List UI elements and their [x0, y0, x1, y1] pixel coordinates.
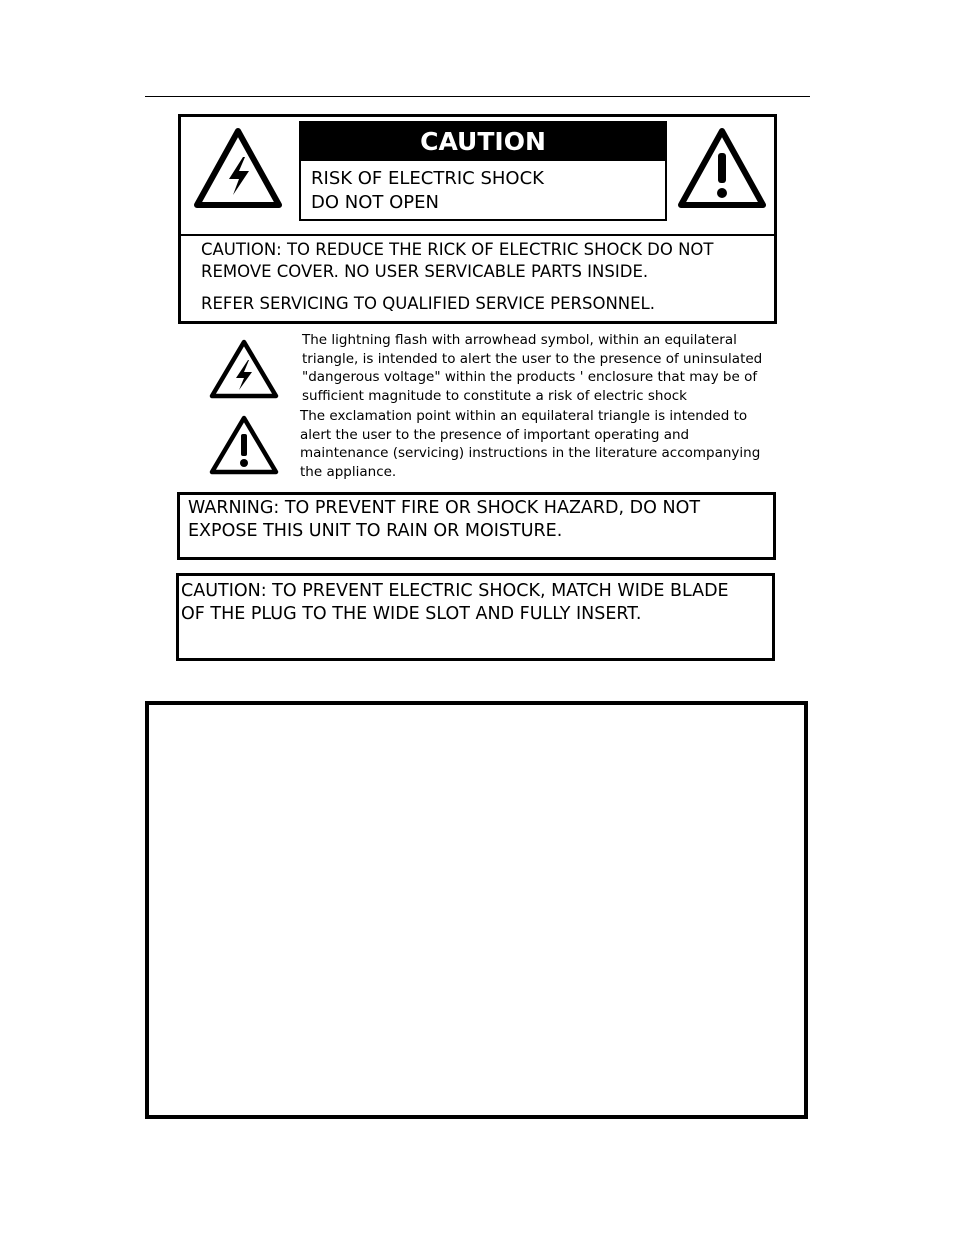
caution-divider: [181, 234, 774, 236]
exclamation-desc-line-2: alert the user to the presence of important operating and: [300, 426, 690, 443]
exclamation-symbol-icon: [208, 414, 280, 480]
plug-caution-line-2: OF THE PLUG TO THE WIDE SLOT AND FULLY INSERT.: [181, 604, 642, 624]
lightning-desc-line-3: "dangerous voltage" within the products ' enclosure that may be of: [302, 369, 758, 386]
exclamation-desc-line-4: the appliance.: [300, 463, 397, 480]
caution-body: [201, 239, 713, 283]
caution-body-line-1: CAUTION: TO REDUCE THE RICK OF ELECTRIC SHOCK DO NOT: [201, 240, 714, 259]
exclamation-desc-line-1: The exclamation point within an equilateral triangle is intended to: [300, 408, 748, 424]
warning-line-1: WARNING: TO PREVENT FIRE OR SHOCK HAZARD, DO NOT: [188, 498, 701, 518]
lightning-symbol-icon: [208, 338, 280, 404]
risk-line-1: RISK OF ELECTRIC SHOCK: [311, 168, 544, 189]
exclamation-symbol-description: [300, 407, 770, 481]
header-rule: [145, 96, 810, 97]
caution-body-servicing: REFER SERVICING TO QUALIFIED SERVICE PERSONNEL.: [201, 294, 655, 313]
caution-body-line-2: REMOVE COVER. NO USER SERVICABLE PARTS INSIDE.: [201, 262, 649, 281]
fire-shock-warning: [177, 492, 776, 560]
plug-caution: [176, 573, 775, 661]
empty-frame: [145, 701, 808, 1119]
plug-caution-line-1: CAUTION: TO PREVENT ELECTRIC SHOCK, MATCH WIDE BLADE: [181, 581, 729, 601]
caution-banner: CAUTION: [301, 123, 665, 161]
lightning-symbol-description: [302, 331, 772, 405]
lightning-warning-icon: [193, 127, 283, 213]
risk-text: [311, 167, 544, 215]
lightning-desc-line-1: The lightning flash with arrowhead symbol, within an equilateral: [302, 332, 737, 348]
lightning-desc-line-4: sufficient magnitude to constitute a risk of electric shock: [302, 387, 687, 404]
risk-line-2: DO NOT OPEN: [311, 192, 439, 213]
exclamation-desc-line-3: maintenance (servicing) instructions in the literature accompanying: [300, 445, 761, 462]
caution-label: [178, 114, 777, 324]
lightning-desc-line-2: triangle, is intended to alert the user to the presence of uninsulated: [302, 350, 763, 367]
warning-line-2: EXPOSE THIS UNIT TO RAIN OR MOISTURE.: [188, 521, 563, 541]
caution-center-panel: [299, 121, 667, 221]
exclamation-warning-icon: [677, 127, 767, 213]
